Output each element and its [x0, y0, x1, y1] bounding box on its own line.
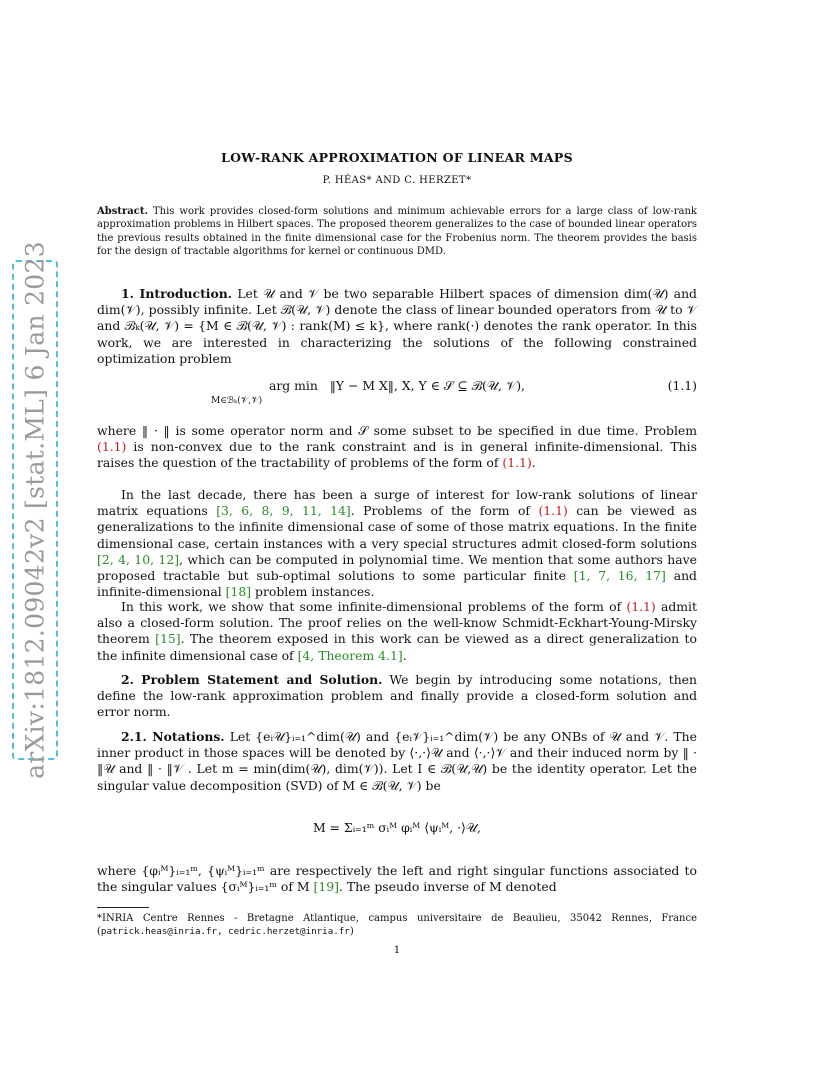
s2p3-text-b: . The pseudo inverse of M denoted: [338, 879, 557, 895]
equation-link[interactable]: (1.1): [626, 599, 656, 614]
p3-text-b: . Problems of the form of: [350, 503, 539, 519]
eq1-lhs: arg min: [269, 378, 318, 393]
citation-link[interactable]: [4, Theorem 4.1]: [297, 647, 403, 663]
citation-link[interactable]: [18]: [225, 584, 252, 600]
p3-text-f: problem instances.: [251, 584, 375, 600]
footnote-close: ): [349, 926, 354, 938]
section1-p1-text: Let 𝒰 and 𝒱 be two separable Hilbert spaces of dimension dim(𝒰) and dim(𝒱), possibly infinite. Let ℬ(𝒰, 𝒱) denote the class of linear bounded operators from 𝒰 to 𝒱 and ℬₖ(𝒰, 𝒱) = {M ∈ ℬ(𝒰, 𝒱) : rank(M) ≤ k}, where rank(·) denotes the rank operator. In this work, we are interested in characterizing the solutions of the following constrained optimization problem: [97, 286, 697, 366]
svd-equation-body: M = Σᵢ₌₁ᵐ σᵢᴹ φᵢᴹ ⟨ψᵢᴹ, ·⟩𝒰,: [312, 820, 481, 835]
eq1-number: (1.1): [667, 378, 697, 393]
footnote-text: *INRIA Centre Rennes - Bretagne Atlantique, campus universitaire de Beaulieu, 35042 Rennes, France (: [97, 913, 697, 938]
section2-heading: 2. Problem Statement and Solution.: [121, 672, 383, 687]
page-number: 1: [393, 944, 401, 956]
eq1-body: ‖Y − M X‖, X, Y ∈ 𝒮 ⊆ ℬ(𝒰, 𝒱),: [329, 378, 525, 393]
citation-link[interactable]: [15]: [155, 631, 181, 647]
section1-heading: 1. Introduction.: [121, 286, 233, 301]
equation-link[interactable]: (1.1): [538, 503, 568, 519]
p3-text-c: can be viewed as generalizations to the infinite dimensional case of some of those matrix equations. In the finite dimensional case, certain instances with a very special structures admit closed-form solutions: [97, 503, 697, 551]
section2-1-paragraph: [97, 729, 697, 794]
abstract: [97, 205, 697, 259]
citation-link[interactable]: [2, 4, 10, 12]: [97, 551, 180, 567]
paper-title: LOW-RANK APPROXIMATION OF LINEAR MAPS: [221, 150, 573, 165]
section1-paragraph1: [97, 286, 697, 367]
citation-link[interactable]: [3, 6, 8, 9, 11, 14]: [216, 503, 351, 519]
footnote-emails[interactable]: patrick.heas@inria.fr, cedric.herzet@inria.fr: [100, 926, 350, 938]
p4-text-a: In this work, we show that some infinite-dimensional problems of the form of: [121, 599, 627, 614]
paper-authors: P. HÉAS* AND C. HERZET*: [322, 175, 472, 186]
p3-text-a: In the last decade, there has been a surge of interest for low-rank solutions of linear matrix equations: [97, 487, 697, 519]
section2-1-heading: 2.1. Notations.: [121, 729, 225, 744]
eq1-subscript: M∈ℬₖ(𝒱,𝒱): [211, 396, 263, 406]
citation-link[interactable]: [1, 7, 16, 17]: [573, 568, 666, 584]
p4-text-c: . The theorem exposed in this work can be viewed as a direct generalization to the infinite dimensional case of: [97, 631, 697, 663]
arxiv-watermark: [12, 241, 58, 779]
p3-text-d: , which can be computed in polynomial time. We mention that some authors have proposed tractable but sub-optimal solutions to some particular finite: [97, 551, 697, 584]
p2-text-b: is non-convex due to the rank constraint and is in general infinite-dimensional. This raises the question of the tractability of problems of the form of: [97, 439, 697, 471]
equation-1-1: [97, 378, 697, 412]
section2-p1-text: We begin by introducing some notations, then define the low-rank approximation problem and finally provide a closed-form solution and error norm.: [97, 672, 697, 720]
abstract-label: Abstract.: [97, 206, 148, 217]
svd-equation: [97, 820, 697, 840]
p4-text-d: .: [402, 647, 407, 663]
section2-1-text: Let {eᵢ𝒰}ᵢ₌₁^dim(𝒰) and {eᵢ𝒱}ᵢ₌₁^dim(𝒱) be any ONBs of 𝒰 and 𝒱. The inner product in those spaces will be denoted by ⟨·,·⟩𝒰 and ⟨·,·⟩𝒱 and their induced norm by ‖ · ‖𝒰 and ‖ · ‖𝒱 . Let m = min(dim(𝒰), dim(𝒱)). Let I ∈ ℬ(𝒰,𝒰) be the identity operator. Let the singular value decomposition (SVD) of M ∈ ℬ(𝒰, 𝒱) be: [97, 729, 697, 793]
section1-paragraph4: [97, 599, 697, 664]
arxiv-watermark-text: arXiv:1812.09042v2 [stat.ML] 6 Jan 2023: [20, 241, 50, 779]
section2-paragraph3: [97, 863, 697, 895]
p4-text-b: admit also a closed-form solution. The proof relies on the well-know Schmidt-Eckhart-Young-Mirsky theorem: [97, 599, 697, 647]
footnote-rule: [97, 907, 149, 908]
p2-text-a: where ‖ · ‖ is some operator norm and 𝒮 some subset to be specified in due time. Problem: [97, 423, 697, 438]
abstract-text: This work provides closed-form solutions and minimum achievable errors for a large class of low-rank approximation problems in Hilbert spaces. The proposed theorem generalizes to the case of bounded linear operators the previous results obtained in the finite dimensional case for the Frobenius norm. The theorem provides the basis for the design of tractable algorithms for kernel or continuous DMD.: [97, 206, 697, 258]
p2-text-c: .: [531, 455, 536, 471]
equation-link[interactable]: (1.1): [97, 439, 127, 455]
p3-text-e: and infinite-dimensional: [97, 568, 697, 600]
s2p3-text-a: where {φᵢᴹ}ᵢ₌₁ᵐ, {ψᵢᴹ}ᵢ₌₁ᵐ are respectively the left and right singular functions associated to the singular values {σᵢᴹ}ᵢ₌₁ᵐ of M: [97, 863, 697, 895]
section2-paragraph1: [97, 672, 697, 721]
footnote: [97, 912, 697, 939]
section1-paragraph2: [97, 423, 697, 472]
citation-link[interactable]: [19]: [313, 879, 339, 895]
section1-paragraph3: [97, 487, 697, 600]
equation-link[interactable]: (1.1): [502, 455, 532, 471]
